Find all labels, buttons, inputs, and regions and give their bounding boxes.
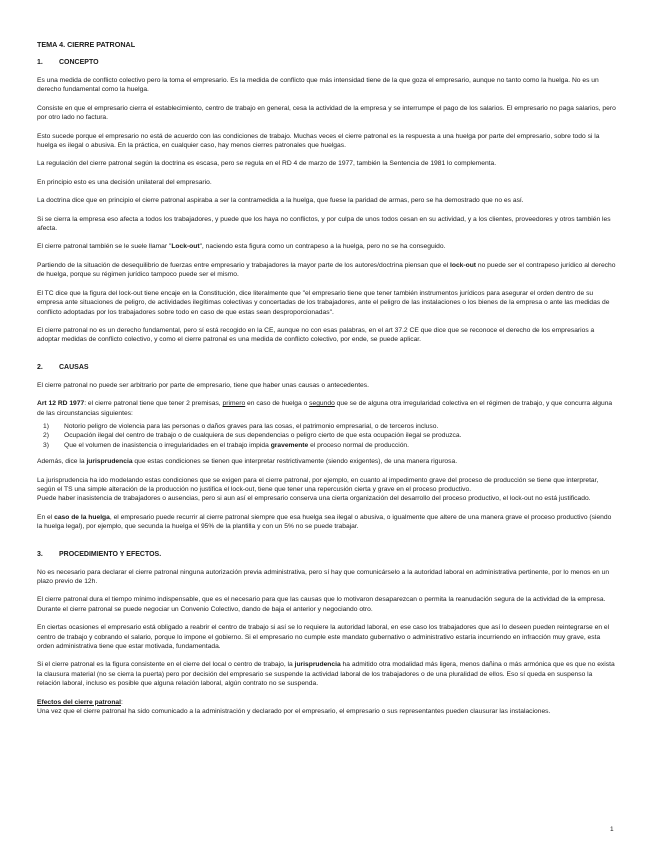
paragraph (37, 698, 617, 717)
bold-term: jurisprudencia (294, 661, 341, 669)
bold-term: Lock-out (171, 243, 200, 251)
text-run: : (121, 698, 123, 706)
document-body (37, 40, 617, 725)
list-text: Notorio peligro de violencia para las personas o daños graves para las cosas, el patrimonio empresarial, o de terceros incluso. (64, 422, 439, 430)
text-run: ", naciendo esta figura como un contrapeso a la huelga, pero no se ha conseguido. (199, 243, 446, 251)
text-run: : el cierre patronal tiene que tener 2 premisas, (84, 400, 223, 408)
underlined-term: primero (222, 400, 246, 408)
text-run: Que el volumen de inasistencia o irregularidades en el trabajo impida (64, 441, 271, 449)
paragraph: El TC dice que la figura del lock-out tiene encaje en la Constitución, dice literalmente que "el empresario tiene que tener también instrumentos jurídicos para asegurar el orden dentro de su empresa ante situaciones de peligro, de actividades ilegítimas colectivas y concertadas de los trabajadores, ante el peligro de las instalaciones o los bienes de la empresa o ante las medidas de conflicto adoptadas por los trabajadores sobre todo en caso de que estas sean desproporcionadas". (37, 289, 610, 316)
circumstances-list (37, 422, 617, 450)
paragraph: Es una medida de conflicto colectivo pero la toma el empresario. Es la medida de conflicto que más intensidad tiene de la que goza el empresario, aunque no tanto como la huelga. No es un derecho fundamental como la huelga. (37, 77, 599, 94)
text-run: en caso de huelga o (245, 400, 310, 408)
list-item (37, 431, 617, 440)
paragraph: Si se cierra la empresa eso afecta a todos los trabajadores, y puede que los haya no conflictos, y por culpa de unos todos cesan en su actividad, y a los clientes, proveedores y otros también les afecta. (37, 215, 611, 233)
list-text (64, 441, 409, 450)
paragraph: El cierre patronal no es un derecho fundamental, pero sí está recogido en la CE, aunque no con esas palabras, en el art 37.2 CE que dice que se reconoce el derecho de los empresarios a adoptar medidas de conflicto colectivo, y como el cierre patronal es una medida de conflicto colectivo, por ende, se puede aplicar. (37, 326, 595, 344)
section-title: CAUSAS (59, 363, 89, 371)
section-heading-concepto (37, 59, 617, 66)
paragraph: No es necesario para declarar el cierre patronal ninguna autorización previa administrativa, pero sí hay que comunicárselo a la autoridad laboral en administrativa pertinente, por lo menos en un plazo previo de 12h. (37, 568, 610, 585)
text-run: El cierre patronal también se le suele llamar " (37, 243, 172, 251)
list-text: Ocupación ilegal del centro de trabajo o de cualquiera de sus dependencias o peligro cierto de que esta ocupación ilegal se produzca. (64, 432, 462, 440)
paragraph: La regulación del cierre patronal según la doctrina es escasa, pero se regula en el RD 4 de marzo de 1977, también la Sentencia de 1981 lo complementa. (37, 160, 497, 168)
text-run: En el (37, 513, 55, 521)
text-run: el proceso normal de producción. (308, 441, 409, 449)
paragraph (37, 399, 617, 418)
text-run: Una vez que el cierre patronal ha sido comunicado a la administración y declarado por el empresario, el empresario o sus representantes pueden clausurar las instalaciones. (37, 708, 551, 716)
text-run: La jurisprudencia ha ido modelando estas condiciones que se exigen para el cierre patronal, por ejemplo, en cuanto al impedimento grave del proceso de producción se tiene que interpretar, según el TS una simple alteración de la producción no justifica el lock-out, tiene que tener una repercusión cierta y grave en el proceso productivo. (37, 476, 599, 493)
paragraph (37, 660, 617, 688)
list-number: 1) (43, 422, 49, 430)
list-number: 3) (43, 441, 49, 449)
text-run: Además, dice la (37, 458, 87, 466)
paragraph: La doctrina dice que en principio el cierre patronal aspiraba a ser la contramedida a la huelga, que fuese la paridad de armas, pero se ha demostrado que no es así. (37, 197, 524, 205)
section-title: CONCEPTO (59, 59, 99, 66)
section-title: PROCEDIMIENTO Y EFECTOS. (59, 550, 162, 558)
underlined-term: segundo (309, 400, 335, 408)
list-number: 2) (43, 432, 49, 440)
bold-term: Art 12 RD 1977 (37, 400, 85, 408)
effects-label: Efectos del cierre patronal (37, 698, 121, 706)
text-run: , el empresario puede recurrir al cierre patronal siempre que esa huelga sea ilegal o abusiva, o igualmente que altere de una manera grave el proceso productivo (siendo la huelga legal), por ejemplo, que secunda la huelga el 95% de la plantilla y con un 5% no se puede trabajar. (37, 513, 612, 531)
paragraph (37, 261, 617, 280)
bold-term: jurisprudencia (86, 458, 133, 466)
section-number: 1. (37, 59, 43, 66)
paragraph (37, 513, 617, 532)
page-number: 1 (610, 826, 614, 833)
paragraph: El cierre patronal dura el tiempo mínimo indispensable, que es el necesario para que las causas que lo motivaron desaparezcan o permita la reanudación segura de la actividad de la empresa. Durante el cierre patronal se puede negociar un Convenio Colectivo, dando de baja el anterior y negociando otro. (37, 596, 606, 613)
bold-term: caso de la huelga (54, 513, 110, 521)
paragraph (37, 457, 617, 466)
paragraph: Consiste en que el empresario cierra el establecimiento, centro de trabajo en general, cesa la actividad de la empresa y se interrumpe el pago de los salarios. El empresario no paga salarios, pero por otro lado no factura. (37, 104, 616, 122)
text-run: no puede ser el contrapeso jurídico al derecho de huelga, porque su régimen jurídico tampoco puede ser el mismo. (37, 261, 616, 279)
paragraph (37, 476, 617, 504)
bold-term: gravemente (270, 441, 309, 449)
text-run: Puede haber inasistencia de trabajadores o ausencias, pero si aun así el empresario conserva una cierta organización del desarrollo del proceso productivo, el lock-out no está justificado. (37, 495, 591, 503)
text-run: Partiendo de la situación de desequilibrio de fuerzas entre empresario y trabajadores la mayor parte de los autores/doctrina piensan que el (37, 261, 451, 269)
section-number: 3. (37, 550, 43, 558)
section-heading-procedimiento (37, 551, 617, 558)
paragraph: Esto sucede porque el empresario no está de acuerdo con las condiciones de trabajo. Muchas veces el cierre patronal es la respuesta a una huelga por parte del empresario, sobre todo si la huelga es ilegal o abusiva. En la práctica, en cualquier caso, hay menos cierres patronales que huelgas. (37, 132, 600, 150)
text-run: ha admitido otra modalidad más ligera, menos dañina o más armónica que es que no exista la clausura material (no se cierra la puerta) pero por decisión del empresario se suspende la actividad laboral de los trabajadores o de una pluralidad de ellos. Eso sí queda en suspenso la relación laboral, incluso es posible que alguna relación laboral, algún contrato no se suspenda. (37, 661, 615, 688)
list-item (37, 441, 617, 450)
section-number: 2. (37, 363, 43, 371)
paragraph: El cierre patronal no puede ser arbitrario por parte de empresario, tiene que haber unas causas o antecedentes. (37, 381, 369, 389)
text-run: Si el cierre patronal es la figura consistente en el cierre del local o centro de trabajo, la (37, 661, 295, 669)
text-run: que se de alguna otra irregularidad colectiva en el régimen de trabajo, y que concurra alguna de las circunstancias siguientes: (37, 400, 613, 417)
paragraph (37, 242, 617, 251)
section-heading-causas (37, 364, 617, 371)
paragraph: En principio esto es una decisión unilateral del empresario. (37, 178, 212, 186)
bold-term: lock-out (450, 261, 477, 269)
text-run: que estas condiciones se tienen que interpretar restrictivamente (siendo exigentes), de una manera rigurosa. (132, 458, 458, 466)
document-title: TEMA 4. CIERRE PATRONAL (37, 40, 136, 49)
paragraph: En ciertas ocasiones el empresario está obligado a reabrir el centro de trabajo si así se lo requiere la autoridad laboral, en ese caso los trabajadores que así lo deseen pueden reintegrarse en el centro de trabajo y cobrando el salario, porque lo impone el gobierno. Si el empresario no cumple este mandato gubernativo o administrativo estaría incurriendo en infracción muy grave, esta orden administrativa tiene que estar motivada, fundamentada. (37, 624, 610, 651)
list-item (37, 422, 617, 431)
